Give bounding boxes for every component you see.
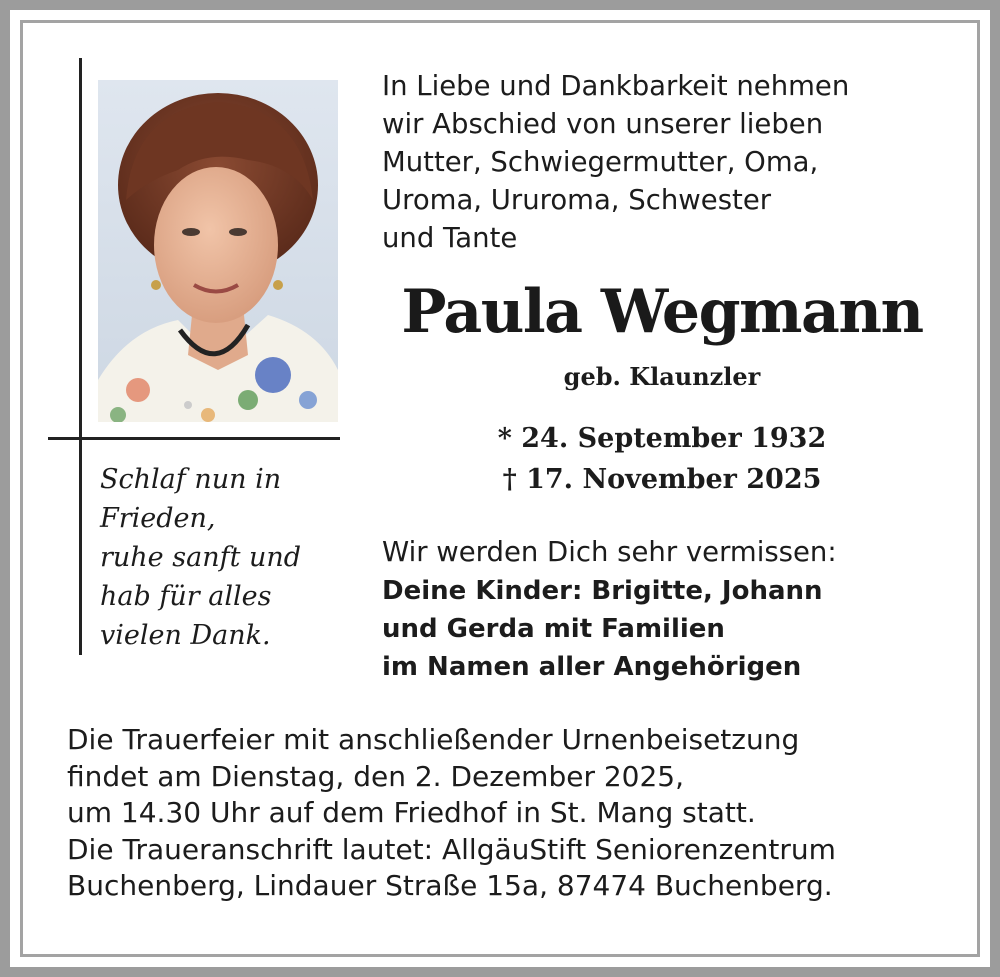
- intro-line: In Liebe und Dankbarkeit nehmen: [382, 70, 850, 102]
- poem-line: ruhe sanft und: [100, 542, 302, 573]
- portrait-photo: [98, 80, 338, 422]
- service-line: Buchenberg, Lindauer Straße 15a, 87474 Buchenberg.: [67, 869, 833, 902]
- horizontal-cross-line: [48, 437, 340, 440]
- intro-text: [382, 67, 942, 257]
- intro-line: wir Abschied von unserer lieben: [382, 108, 824, 140]
- service-line: Die Trauerfeier mit anschließender Urnenbeisetzung: [67, 723, 800, 756]
- intro-line: Mutter, Schwiegermutter, Oma,: [382, 146, 819, 178]
- service-details: [67, 722, 967, 905]
- birth-date: * 24. September 1932: [497, 423, 827, 454]
- life-dates: [382, 418, 942, 500]
- family-line: im Namen aller Angehörigen: [382, 652, 802, 682]
- service-line: findet am Dienstag, den 2. Dezember 2025,: [67, 759, 685, 793]
- family-line: Deine Kinder: Brigitte, Johann: [382, 576, 823, 606]
- poem-line: vielen Dank.: [100, 620, 271, 651]
- family-line: und Gerda mit Familien: [382, 614, 725, 644]
- deceased-name: Paula Wegmann: [401, 277, 923, 347]
- obituary-card: [10, 10, 990, 967]
- death-date: † 17. November 2025: [502, 464, 822, 495]
- poem-line: hab für alles: [100, 581, 272, 612]
- service-line: Die Traueranschrift lautet: AllgäuStift Seniorenzentrum: [67, 832, 836, 866]
- intro-line: Uroma, Ururoma, Schwester: [382, 184, 772, 216]
- miss-line: Wir werden Dich sehr vermissen:: [382, 536, 837, 568]
- maiden-name: geb. Klaunzler: [563, 362, 761, 391]
- family-signature: [382, 572, 942, 686]
- intro-line: und Tante: [382, 222, 518, 254]
- poem-line: Frieden,: [100, 503, 216, 534]
- poem-line: Schlaf nun in: [100, 464, 282, 495]
- poem: [100, 460, 340, 655]
- service-line: um 14.30 Uhr auf dem Friedhof in St. Mang statt.: [67, 796, 756, 829]
- vertical-cross-line: [79, 58, 82, 655]
